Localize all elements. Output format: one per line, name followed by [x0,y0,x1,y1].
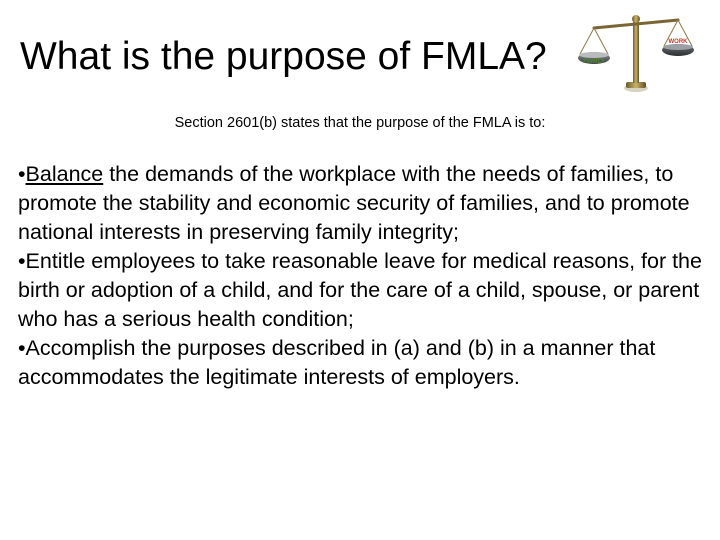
bullet-text: the demands of the workplace with the needs of families, to promote the stability and economic security of families, and to promote national interests in preserving family integrity; [18,162,690,244]
bullet-marker: • [18,336,26,360]
slide-subtitle: Section 2601(b) states that the purpose of the FMLA is to: [174,115,546,131]
bullet-marker: • [18,162,26,186]
bullet-list [18,160,714,392]
balance-scale-icon [566,8,702,96]
family-pan-label: FAMILY [583,59,605,65]
slide-title: What is the purpose of FMLA? [20,35,547,78]
bullet-item-accomplish [18,334,714,392]
work-pan-label: WORK [668,39,688,45]
bullet-text: Accomplish the purposes described in (a) and (b) in a manner that accommodates the legitimate interests of employers. [18,336,656,389]
bullet-emphasis-balance: Balance [25,162,104,186]
bullet-marker: • [18,249,26,273]
bullet-item-entitle [18,247,714,334]
bullet-item-balance [18,160,714,247]
bullet-text: Entitle employees to take reasonable leave for medical reasons, for the birth or adoption of a child, and for the care of a child, spouse, or parent who has a serious health condition; [18,249,702,331]
